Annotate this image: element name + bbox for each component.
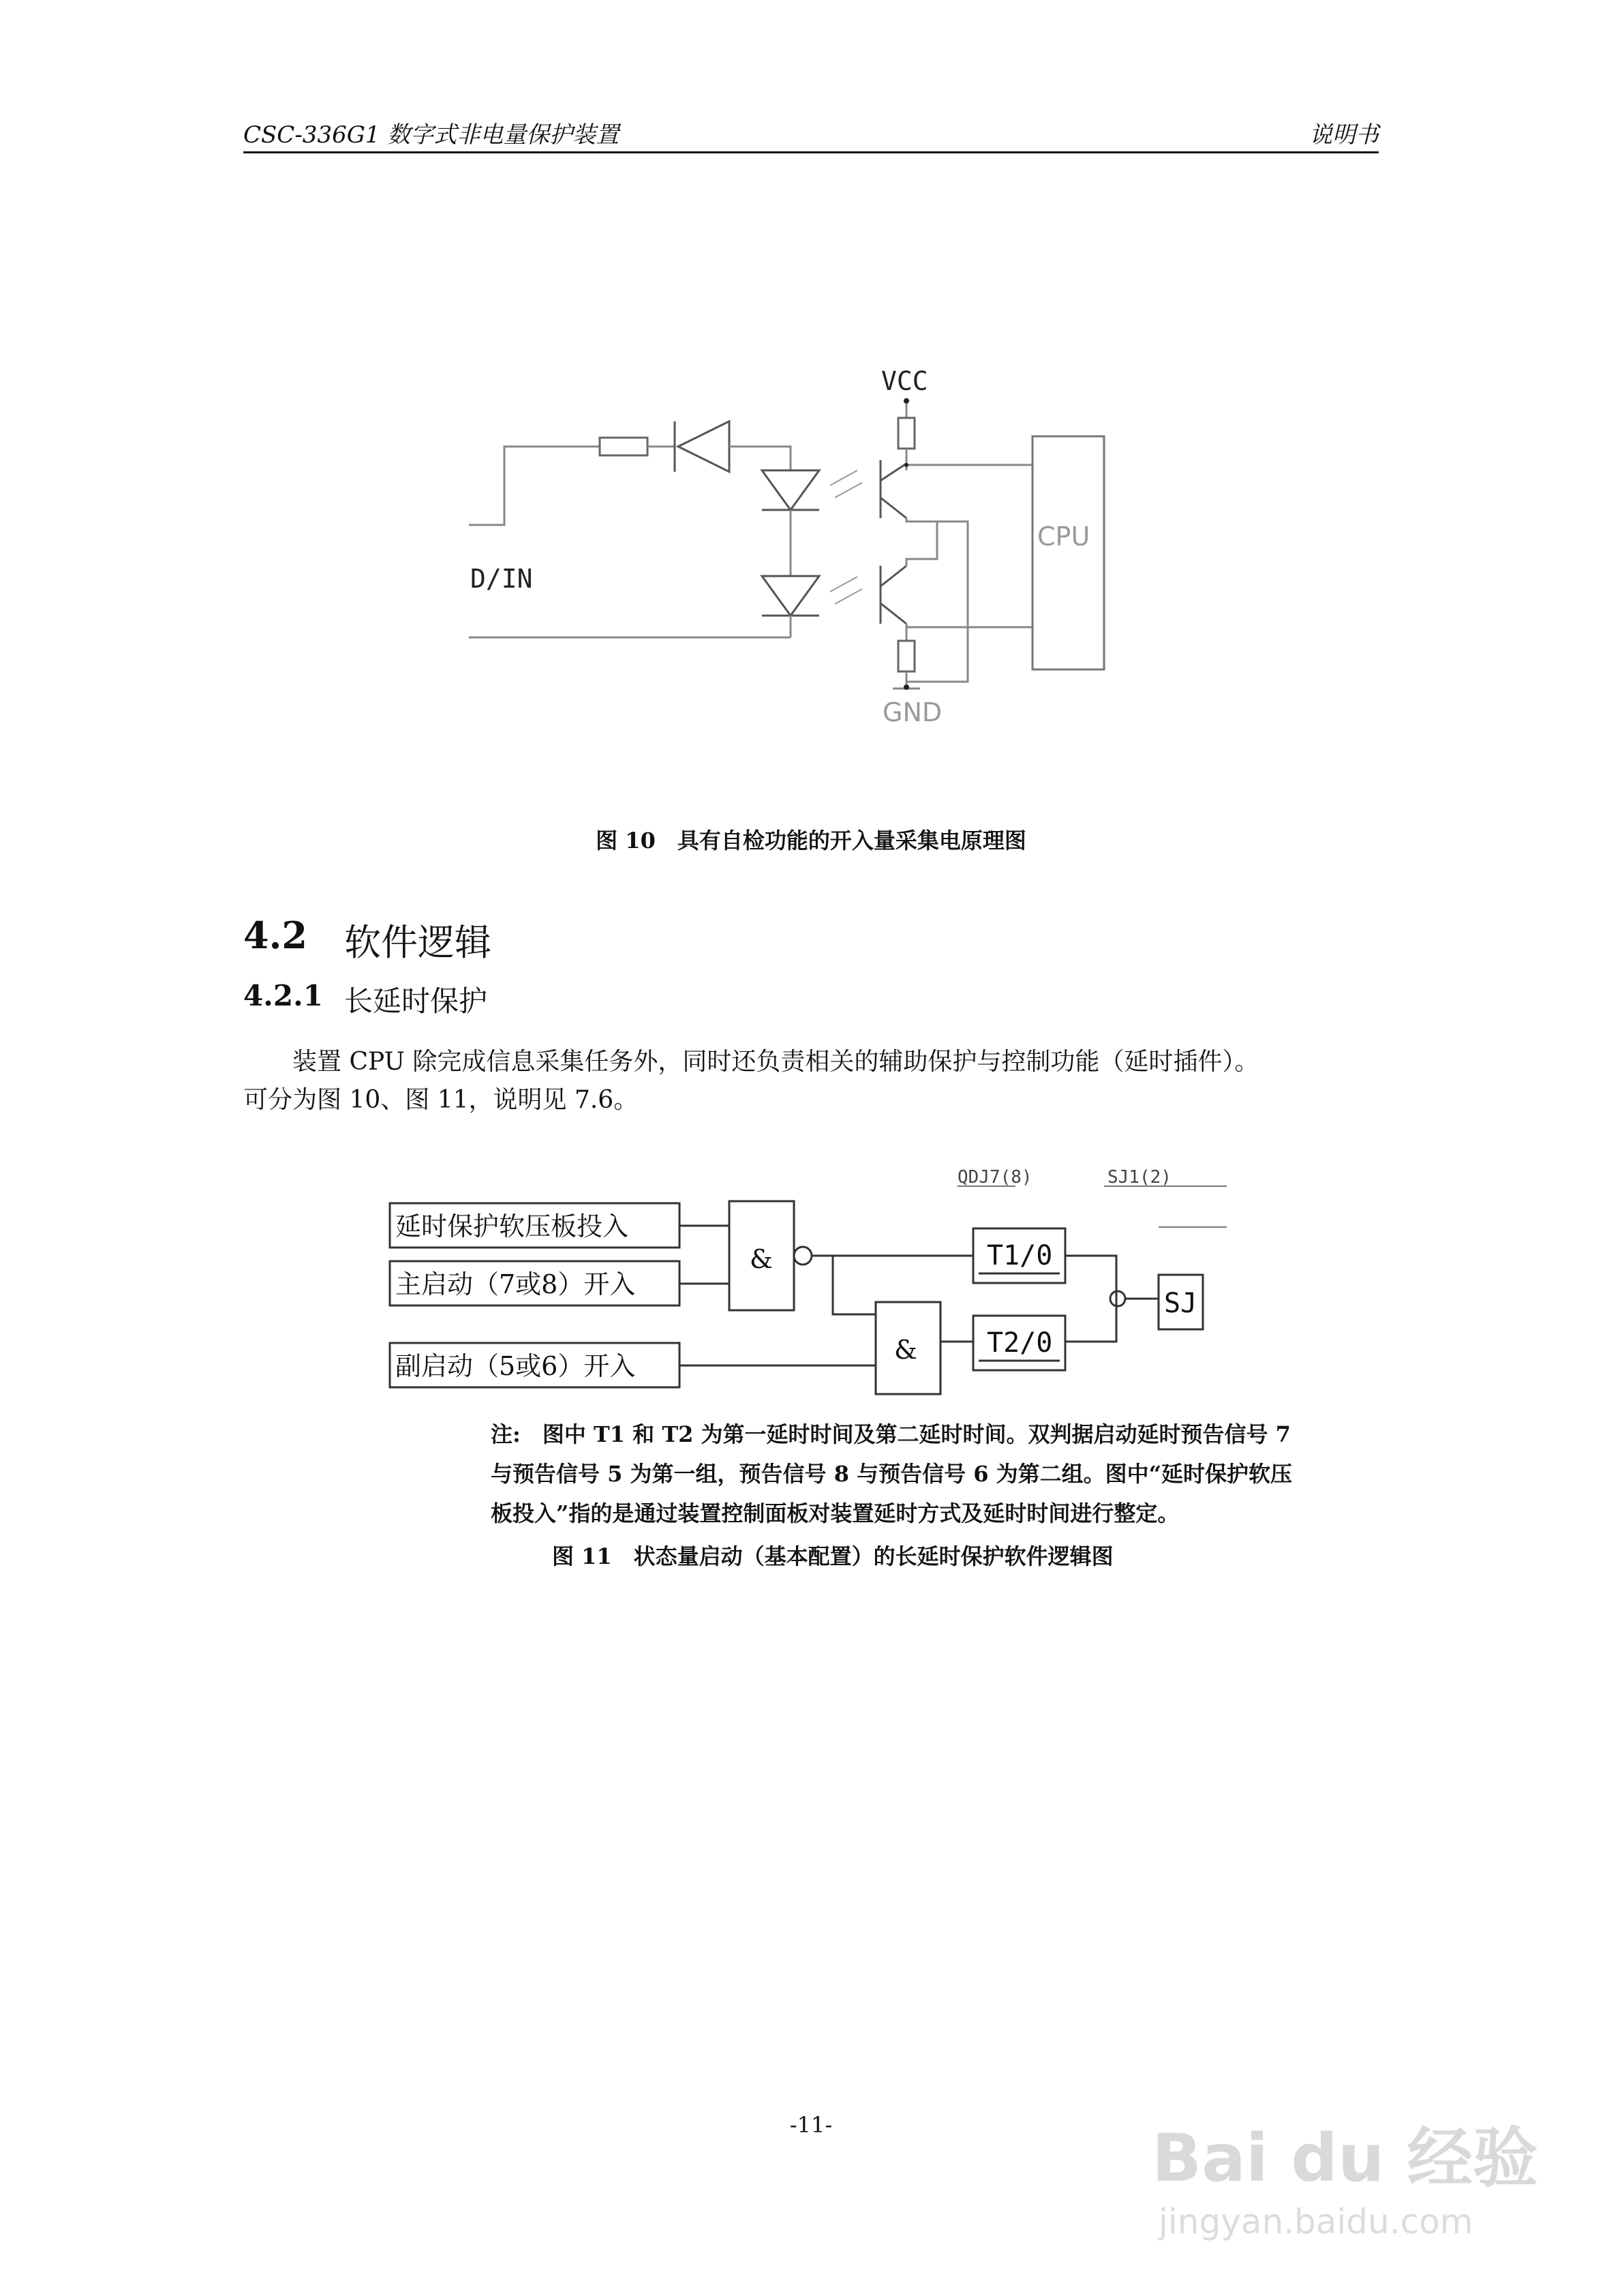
body-line-2: 可分为图 10、图 11，说明见 7.6。	[243, 1086, 639, 1114]
timer-t2	[973, 1316, 1065, 1370]
sj-label: SJ	[1164, 1288, 1197, 1319]
fig11-note-line-1: 注: 图中 T1 和 T2 为第一延时时间及第二延时时间。双判据启动延时预告信号 7	[491, 1421, 1291, 1447]
phototransistor-1	[881, 460, 906, 518]
and-gate-1	[729, 1201, 794, 1310]
opto-led-2	[762, 576, 819, 616]
input2-label: 主启动（7或8）开入	[395, 1269, 636, 1299]
cpu-label: CPU	[1037, 522, 1090, 552]
phototransistor-2	[881, 566, 906, 624]
input1-label: 延时保护软压板投入	[395, 1211, 629, 1241]
fig10-caption: 图 10 具有自检功能的开入量采集电原理图	[596, 828, 1026, 854]
section-title: 软件逻辑	[344, 921, 491, 964]
input-resistor	[600, 438, 647, 455]
vcc-label: VCC	[881, 366, 928, 396]
din-label: D/IN	[470, 564, 533, 594]
watermark-url: jingyan.baidu.com	[1159, 2202, 1473, 2241]
and-gate-2-label: &	[894, 1335, 917, 1365]
page-number: -11-	[789, 2112, 833, 2138]
header-title: CSC-336G1 数字式非电量保护装置	[243, 121, 619, 149]
watermark-logo: Bai du 经验	[1152, 2120, 1538, 2196]
input3-label: 副启动（5或6）开入	[395, 1351, 636, 1381]
input1-box	[390, 1203, 679, 1248]
protection-diode	[675, 421, 729, 472]
t2-label: T2/0	[987, 1327, 1053, 1359]
fig11-note-line-3: 板投入”指的是通过装置控制面板对装置延时方式及延时时间进行整定。	[491, 1500, 1180, 1526]
input3-box	[390, 1343, 679, 1387]
input2-box	[390, 1261, 679, 1305]
opto-led-1	[762, 470, 819, 510]
fig10-circuit	[0, 0, 1622, 784]
fig11-note-line-2: 与预告信号 5 为第一组，预告信号 8 与预告信号 6 为第二组。图中“延时保护软压	[491, 1461, 1293, 1487]
section-number: 4.2	[243, 913, 307, 957]
subsection-number: 4.2.1	[243, 979, 323, 1012]
t1-label: T1/0	[987, 1240, 1053, 1271]
and-gate-2	[876, 1302, 940, 1394]
vcc-resistor	[898, 418, 915, 449]
body-line-1: 装置 CPU 除完成信息采集任务外，同时还负责相关的辅助保护与控制功能（延时插件）。	[292, 1048, 1259, 1076]
gnd-resistor	[898, 641, 915, 671]
sj1-label: SJ1(2)	[1107, 1167, 1172, 1188]
gnd-label: GND	[883, 697, 943, 727]
din-top-wire	[469, 447, 600, 525]
qdj-label: QDJ7(8)	[958, 1167, 1032, 1188]
fig11-caption: 图 11 状态量启动（基本配置）的长延时保护软件逻辑图	[552, 1543, 1114, 1569]
subsection-title: 长延时保护	[344, 984, 488, 1018]
timer-t1	[973, 1228, 1065, 1283]
and-gate-1-label: &	[750, 1244, 773, 1274]
cpu-block	[1032, 436, 1104, 669]
header-doc-type: 说明书	[1309, 121, 1379, 149]
sj-relay-box	[1159, 1275, 1203, 1329]
